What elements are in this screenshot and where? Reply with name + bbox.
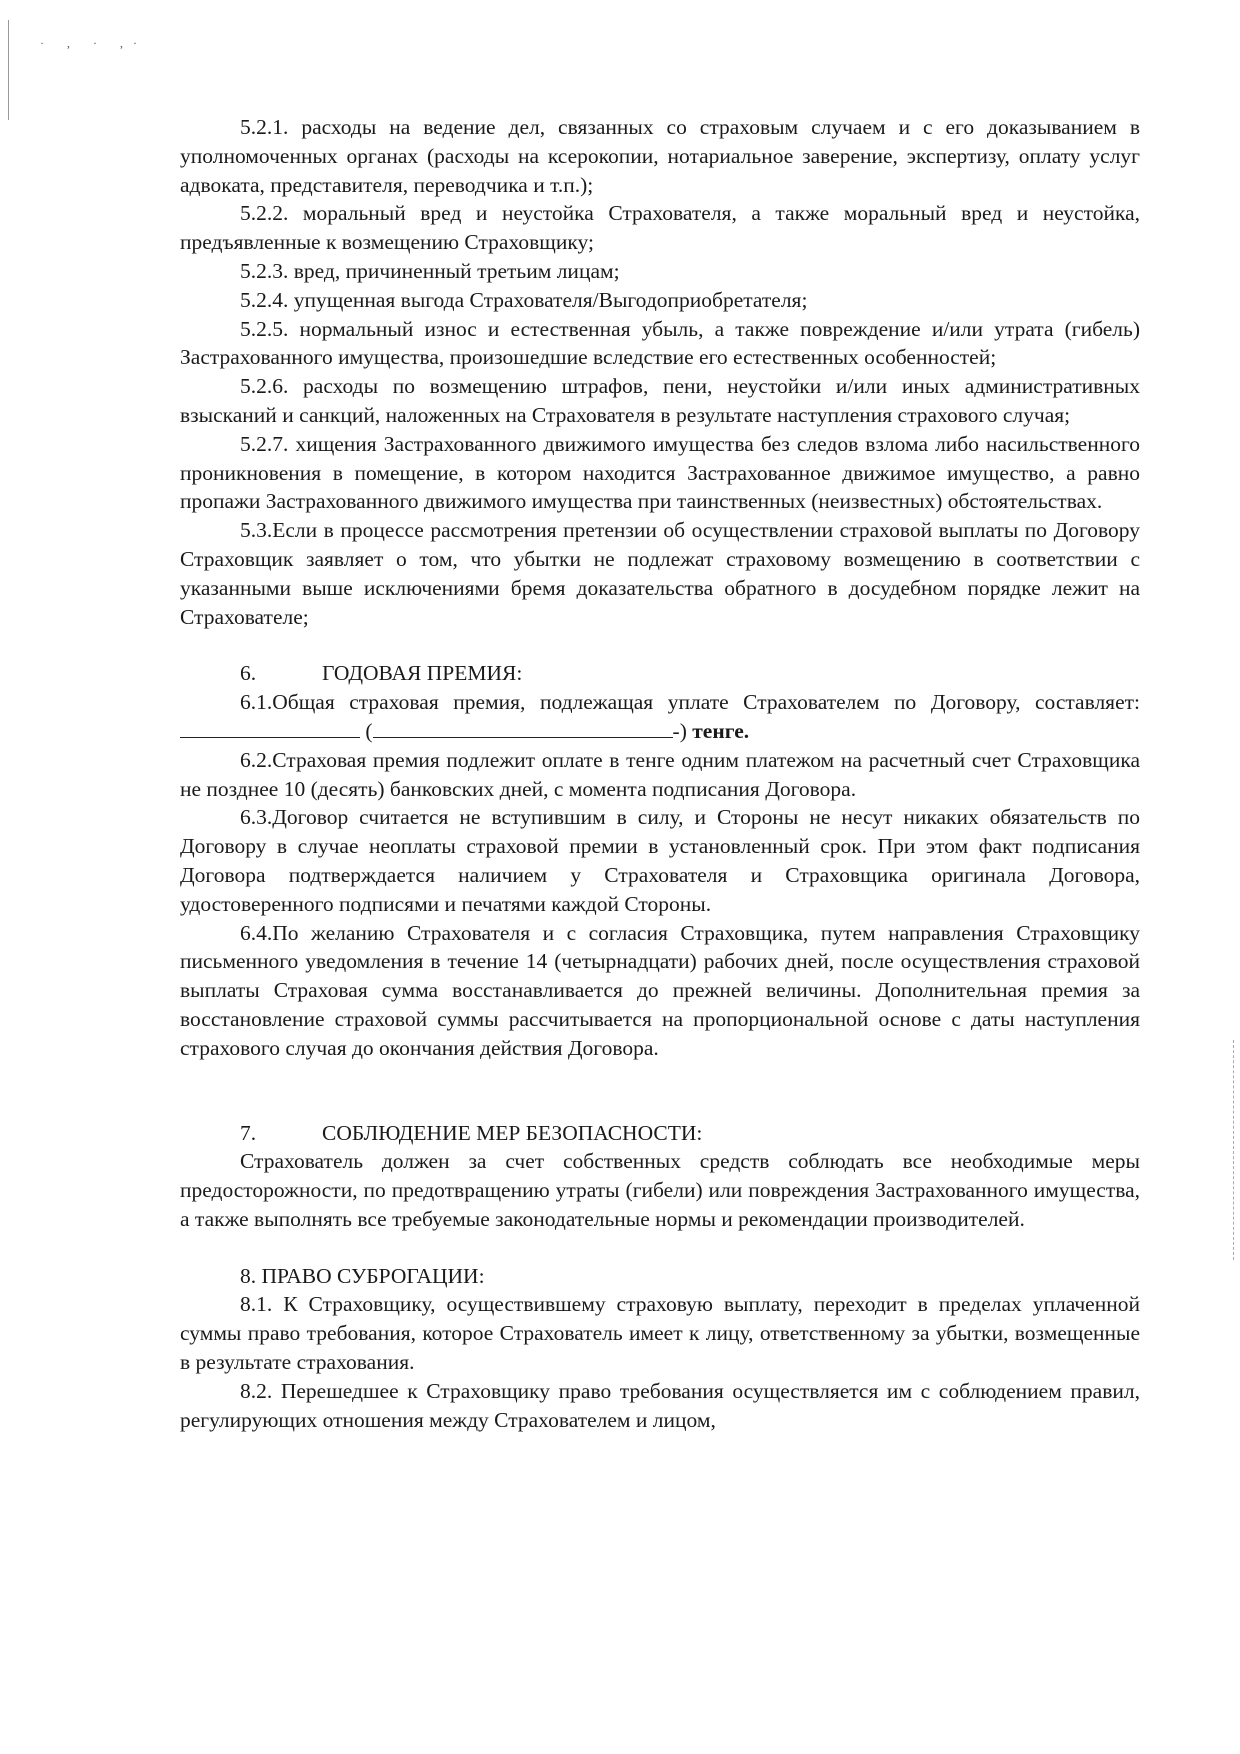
close-paren: -) (672, 718, 687, 743)
paragraph: 5.2.6. расходы по возмещению штрафов, пени, неустойки и/или иных административных взысканий и санкций, наложенных на Страхователя в результате наступления страхового случая; (180, 374, 1140, 427)
document-page (180, 113, 1140, 1434)
paragraph: 5.2.1. расходы на ведение дел, связанных со страховым случаем и с его доказыванием в уполномоченных органах (расходы на ксерокопии, нотариальное заверение, экспертизу, оплату услуг адвоката, представителя, переводчика и т.п.); (180, 115, 1140, 197)
paragraph: 5.2.3. вред, причиненный третьим лицам; (240, 258, 620, 283)
paragraph: 5.3.Если в процессе рассмотрения претензии об осуществлении страховой выплаты по Договору Страховщик заявляет о том, что убытки не подлежат страховому возмещению в соответствии с указанными выше исключениями бремя доказательства обратного в досудебном порядке лежит на Страхователе; (180, 518, 1140, 629)
scan-right-edge-mark (1232, 1040, 1234, 1260)
premium-amount-blank[interactable] (180, 717, 360, 738)
section-heading (180, 659, 1140, 688)
scan-edge-mark (8, 20, 9, 120)
scan-corner-marks: · , · ,· (40, 36, 147, 50)
paragraph: 5.2.5. нормальный износ и естественная убыль, а также повреждение и/или утрата (гибель) Застрахованного имущества, произошедшие вследствие его естественных особенностей; (180, 316, 1140, 370)
paragraph: 5.2.4. упущенная выгода Страхователя/Выгодоприобретателя; (240, 287, 808, 312)
paragraph: 6.3.Договор считается не вступившим в силу, и Стороны не несут никаких обязательств по Договору в случае неоплаты страховой премии в установленный срок. При этом факт подписания Договора подтверждается наличием у Страхователя и Страховщика оригинала Договора, удостоверенного подписями и печатями каждой Стороны. (180, 805, 1140, 916)
paragraph: 6.2.Страховая премия подлежит оплате в тенге одним платежом на расчетный счет Страховщика не позднее 10 (десять) банковских дней, с момента подписания Договора. (180, 747, 1140, 801)
section-heading (180, 1119, 1140, 1148)
section-number: 7. (240, 1120, 257, 1145)
section-number: 6. (240, 661, 257, 686)
paragraph: 5.2.2. моральный вред и неустойка Страхователя, а также моральный вред и неустойка, предъявленные к возмещению Страховщику; (180, 201, 1140, 255)
open-paren: ( (365, 718, 373, 743)
premium-words-blank[interactable] (373, 717, 673, 738)
paragraph: 6.4.По желанию Страхователя и с согласия Страховщика, путем направления Страховщику письменного уведомления в течение 14 (четырнадцати) рабочих дней, после осуществления страховой выплаты Страховая сумма восстанавливается до прежней величины. Дополнительная премия за восстановление страховой суммы рассчитывается на пропорциональной основе с даты наступления страхового случая до окончания действия Договора. (180, 920, 1140, 1060)
paragraph: 5.2.7. хищения Застрахованного движимого имущества без следов взлома либо насильственного проникновения в помещение, в котором находится Застрахованное движимое имущество, а равно пропажи Застрахованного движимого имущества при таинственных (неизвестных) обстоятельствах. (180, 431, 1140, 514)
premium-paragraph (180, 688, 1140, 746)
paragraph: 8.2. Перешедшее к Страховщику право требования осуществляется им с соблюдением правил, регулирующих отношения между Страхователем и лицом, (180, 1378, 1140, 1432)
spacer (180, 1063, 1140, 1119)
premium-lead-text: 6.1.Общая страховая премия, подлежащая уплате Страхователем по Договору, составляет: (240, 690, 1140, 715)
paragraph: Страхователь должен за счет собственных средств соблюдать все необходимые меры предосторожности, по предотвращению утраты (гибели) или повреждения Застрахованного имущества, а также выполнять все требуемые законодательные нормы и рекомендации производителей. (180, 1149, 1140, 1231)
section-title: ГОДОВАЯ ПРЕМИЯ: (322, 661, 523, 686)
spacer (180, 631, 1140, 659)
spacer (180, 1234, 1140, 1262)
section-title: СОБЛЮДЕНИЕ МЕР БЕЗОПАСНОСТИ: (322, 1120, 703, 1145)
paragraph: 8.1. К Страховщику, осуществившему страховую выплату, переходит в пределах уплаченной суммы право требования, которое Страхователь имеет к лицу, ответственному за убытки, возмещенные в результате страхования. (180, 1292, 1140, 1375)
section-heading: 8. ПРАВО СУБРОГАЦИИ: (240, 1263, 485, 1288)
currency-label: тенге. (692, 718, 750, 743)
